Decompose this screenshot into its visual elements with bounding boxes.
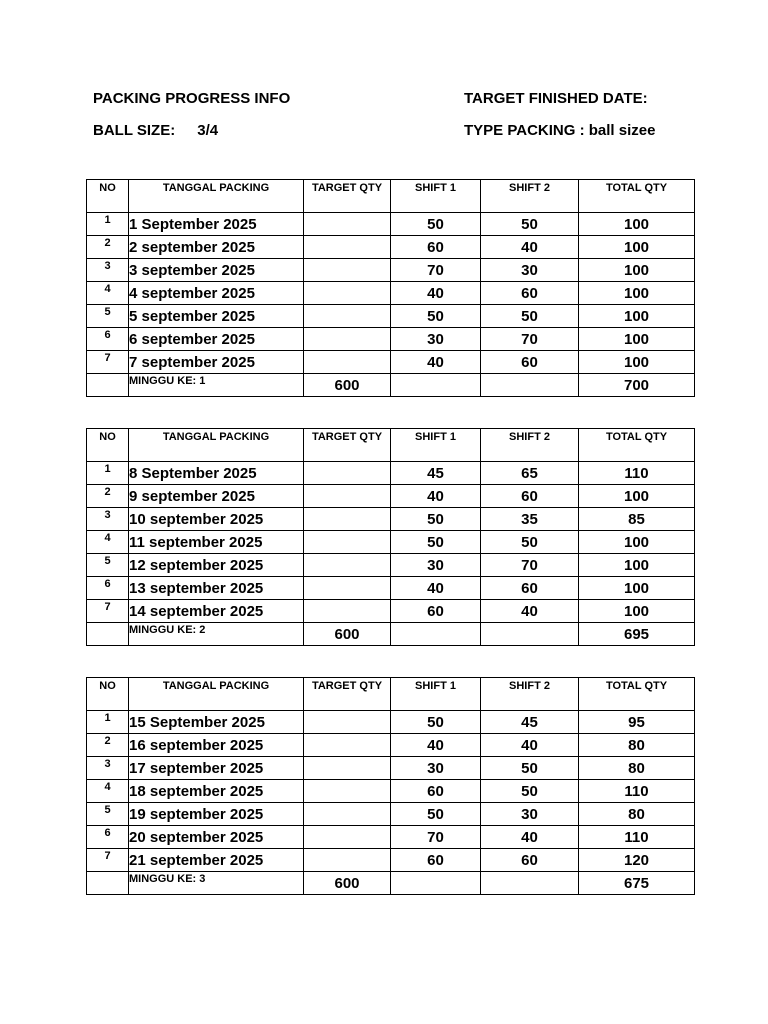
week-target-qty: 600 [304, 872, 391, 895]
row-date: 21 september 2025 [129, 849, 304, 872]
week-label: MINGGU KE: 3 [129, 872, 304, 895]
week-total-qty: 700 [579, 374, 695, 397]
table-row [87, 305, 695, 328]
row-total-qty: 100 [579, 328, 695, 351]
header-col-tanggal-packing: TANGGAL PACKING [129, 678, 304, 711]
row-no: 4 [87, 282, 129, 305]
row-target-qty [304, 554, 391, 577]
header-col-shift-1: SHIFT 1 [391, 678, 481, 711]
week-target-qty: 600 [304, 623, 391, 646]
summary-empty-cell [391, 872, 481, 895]
row-total-qty: 95 [579, 711, 695, 734]
row-no: 1 [87, 213, 129, 236]
week-total-qty: 675 [579, 872, 695, 895]
header-col-target-qty: TARGET QTY [304, 678, 391, 711]
week-summary-row [87, 623, 695, 646]
row-total-qty: 100 [579, 485, 695, 508]
week-label: MINGGU KE: 1 [129, 374, 304, 397]
row-shift-1: 50 [391, 531, 481, 554]
row-shift-1: 60 [391, 236, 481, 259]
row-date: 3 september 2025 [129, 259, 304, 282]
table-row [87, 757, 695, 780]
table-row [87, 849, 695, 872]
table-header-row [87, 180, 695, 213]
row-date: 7 september 2025 [129, 351, 304, 374]
row-no: 2 [87, 236, 129, 259]
week-summary-row [87, 374, 695, 397]
summary-empty-cell [87, 623, 129, 646]
row-total-qty: 100 [579, 600, 695, 623]
row-total-qty: 100 [579, 305, 695, 328]
table-row [87, 734, 695, 757]
row-shift-1: 40 [391, 577, 481, 600]
table-row [87, 600, 695, 623]
row-shift-2: 60 [481, 849, 579, 872]
header-col-shift-1: SHIFT 1 [391, 429, 481, 462]
row-target-qty [304, 282, 391, 305]
ball-size-value: 3/4 [197, 122, 219, 139]
row-date: 14 september 2025 [129, 600, 304, 623]
row-total-qty: 100 [579, 351, 695, 374]
ball-size [93, 122, 218, 139]
header-col-shift-1: SHIFT 1 [391, 180, 481, 213]
row-shift-1: 60 [391, 849, 481, 872]
row-shift-1: 50 [391, 711, 481, 734]
row-shift-1: 60 [391, 780, 481, 803]
table-row [87, 485, 695, 508]
row-target-qty [304, 849, 391, 872]
row-target-qty [304, 803, 391, 826]
row-total-qty: 100 [579, 577, 695, 600]
week-label: MINGGU KE: 2 [129, 623, 304, 646]
row-target-qty [304, 485, 391, 508]
header-col-total-qty: TOTAL QTY [579, 180, 695, 213]
row-date: 8 September 2025 [129, 462, 304, 485]
row-total-qty: 80 [579, 757, 695, 780]
row-shift-2: 30 [481, 803, 579, 826]
row-total-qty: 80 [579, 734, 695, 757]
row-date: 6 september 2025 [129, 328, 304, 351]
row-date: 18 september 2025 [129, 780, 304, 803]
row-shift-1: 30 [391, 328, 481, 351]
row-target-qty [304, 600, 391, 623]
summary-empty-cell [391, 623, 481, 646]
row-target-qty [304, 577, 391, 600]
row-shift-2: 70 [481, 328, 579, 351]
row-date: 2 september 2025 [129, 236, 304, 259]
ball-size-label: BALL SIZE: [93, 122, 176, 139]
row-date: 13 september 2025 [129, 577, 304, 600]
row-no: 4 [87, 780, 129, 803]
row-shift-2: 50 [481, 780, 579, 803]
row-no: 2 [87, 734, 129, 757]
header-col-tanggal-packing: TANGGAL PACKING [129, 180, 304, 213]
row-shift-1: 40 [391, 734, 481, 757]
row-date: 11 september 2025 [129, 531, 304, 554]
row-target-qty [304, 508, 391, 531]
row-no: 5 [87, 803, 129, 826]
row-no: 5 [87, 305, 129, 328]
row-target-qty [304, 826, 391, 849]
table-header-row [87, 429, 695, 462]
row-shift-1: 70 [391, 826, 481, 849]
row-shift-2: 65 [481, 462, 579, 485]
table-row [87, 826, 695, 849]
row-total-qty: 100 [579, 282, 695, 305]
header-col-shift-2: SHIFT 2 [481, 678, 579, 711]
row-no: 4 [87, 531, 129, 554]
row-target-qty [304, 757, 391, 780]
row-no: 7 [87, 600, 129, 623]
week-target-qty: 600 [304, 374, 391, 397]
row-date: 5 september 2025 [129, 305, 304, 328]
header-col-target-qty: TARGET QTY [304, 180, 391, 213]
row-target-qty [304, 780, 391, 803]
row-no: 5 [87, 554, 129, 577]
row-shift-1: 50 [391, 305, 481, 328]
table-row [87, 259, 695, 282]
header-col-total-qty: TOTAL QTY [579, 429, 695, 462]
row-shift-2: 40 [481, 236, 579, 259]
table-row [87, 351, 695, 374]
row-shift-2: 30 [481, 259, 579, 282]
table-row [87, 577, 695, 600]
row-date: 1 September 2025 [129, 213, 304, 236]
row-target-qty [304, 711, 391, 734]
header-col-shift-2: SHIFT 2 [481, 180, 579, 213]
row-date: 19 september 2025 [129, 803, 304, 826]
table-row [87, 328, 695, 351]
row-shift-1: 30 [391, 757, 481, 780]
target-finished-date-label: TARGET FINISHED DATE: [464, 90, 648, 107]
row-shift-2: 40 [481, 600, 579, 623]
row-date: 4 september 2025 [129, 282, 304, 305]
row-target-qty [304, 236, 391, 259]
row-shift-1: 50 [391, 213, 481, 236]
row-target-qty [304, 351, 391, 374]
row-target-qty [304, 328, 391, 351]
row-no: 1 [87, 462, 129, 485]
summary-empty-cell [87, 374, 129, 397]
row-shift-1: 60 [391, 600, 481, 623]
row-shift-1: 40 [391, 485, 481, 508]
row-total-qty: 110 [579, 826, 695, 849]
header-col-no: NO [87, 678, 129, 711]
table-row [87, 780, 695, 803]
row-no: 6 [87, 577, 129, 600]
summary-empty-cell [481, 623, 579, 646]
row-no: 6 [87, 826, 129, 849]
row-total-qty: 100 [579, 259, 695, 282]
table-row [87, 236, 695, 259]
week-summary-row [87, 872, 695, 895]
summary-empty-cell [481, 872, 579, 895]
row-shift-2: 60 [481, 577, 579, 600]
header-col-target-qty: TARGET QTY [304, 429, 391, 462]
page-title: PACKING PROGRESS INFO [93, 90, 291, 107]
week-table-3 [86, 677, 695, 895]
row-shift-1: 70 [391, 259, 481, 282]
header-col-no: NO [87, 180, 129, 213]
row-total-qty: 80 [579, 803, 695, 826]
row-shift-2: 40 [481, 826, 579, 849]
row-target-qty [304, 462, 391, 485]
row-no: 3 [87, 259, 129, 282]
header-col-total-qty: TOTAL QTY [579, 678, 695, 711]
row-no: 2 [87, 485, 129, 508]
row-total-qty: 100 [579, 554, 695, 577]
row-date: 9 september 2025 [129, 485, 304, 508]
row-total-qty: 100 [579, 531, 695, 554]
week-total-qty: 695 [579, 623, 695, 646]
row-total-qty: 85 [579, 508, 695, 531]
row-total-qty: 100 [579, 236, 695, 259]
row-date: 10 september 2025 [129, 508, 304, 531]
row-target-qty [304, 259, 391, 282]
row-shift-2: 50 [481, 213, 579, 236]
row-date: 15 September 2025 [129, 711, 304, 734]
row-shift-2: 45 [481, 711, 579, 734]
row-shift-2: 70 [481, 554, 579, 577]
row-total-qty: 120 [579, 849, 695, 872]
header-col-no: NO [87, 429, 129, 462]
row-date: 12 september 2025 [129, 554, 304, 577]
row-shift-2: 50 [481, 757, 579, 780]
table-row [87, 462, 695, 485]
row-shift-2: 60 [481, 282, 579, 305]
row-shift-2: 60 [481, 351, 579, 374]
table-row [87, 554, 695, 577]
table-row [87, 508, 695, 531]
row-no: 3 [87, 757, 129, 780]
summary-empty-cell [391, 374, 481, 397]
row-date: 17 september 2025 [129, 757, 304, 780]
row-target-qty [304, 213, 391, 236]
row-no: 6 [87, 328, 129, 351]
table-row [87, 213, 695, 236]
table-row [87, 803, 695, 826]
row-total-qty: 110 [579, 780, 695, 803]
table-row [87, 282, 695, 305]
table-header-row [87, 678, 695, 711]
row-no: 7 [87, 351, 129, 374]
row-total-qty: 110 [579, 462, 695, 485]
header-col-tanggal-packing: TANGGAL PACKING [129, 429, 304, 462]
row-date: 20 september 2025 [129, 826, 304, 849]
row-shift-1: 45 [391, 462, 481, 485]
summary-empty-cell [481, 374, 579, 397]
row-no: 1 [87, 711, 129, 734]
summary-empty-cell [87, 872, 129, 895]
table-row [87, 531, 695, 554]
week-table-2 [86, 428, 695, 646]
week-table-1 [86, 179, 695, 397]
row-shift-1: 30 [391, 554, 481, 577]
row-total-qty: 100 [579, 213, 695, 236]
row-no: 3 [87, 508, 129, 531]
row-shift-1: 50 [391, 508, 481, 531]
header-col-shift-2: SHIFT 2 [481, 429, 579, 462]
row-shift-2: 40 [481, 734, 579, 757]
table-row [87, 711, 695, 734]
row-shift-2: 35 [481, 508, 579, 531]
row-shift-1: 50 [391, 803, 481, 826]
row-date: 16 september 2025 [129, 734, 304, 757]
type-packing-label: TYPE PACKING : ball sizee [464, 122, 656, 139]
row-shift-1: 40 [391, 351, 481, 374]
row-no: 7 [87, 849, 129, 872]
row-shift-2: 50 [481, 305, 579, 328]
row-shift-1: 40 [391, 282, 481, 305]
row-shift-2: 50 [481, 531, 579, 554]
row-target-qty [304, 734, 391, 757]
row-shift-2: 60 [481, 485, 579, 508]
row-target-qty [304, 305, 391, 328]
row-target-qty [304, 531, 391, 554]
